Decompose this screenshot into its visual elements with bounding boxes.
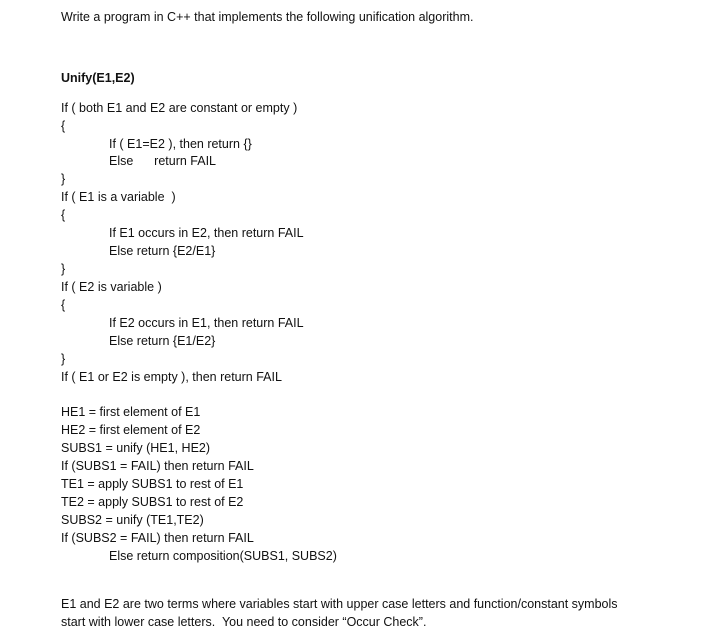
block2-condition: If ( E1 is a variable ) (61, 190, 176, 204)
step-line: SUBS2 = unify (TE1,TE2) (61, 513, 204, 527)
note-line2: start with lower case letters. You need to consider “Occur Check”. (61, 615, 427, 629)
step-line: If (SUBS1 = FAIL) then return FAIL (61, 459, 254, 473)
block2-line2: Else return {E2/E1} (109, 244, 216, 258)
block3-condition: If ( E2 is variable ) (61, 280, 162, 294)
step-line: TE2 = apply SUBS1 to rest of E2 (61, 495, 244, 509)
block3-line2: Else return {E1/E2} (109, 334, 216, 348)
block3-line1: If E2 occurs in E1, then return FAIL (109, 316, 304, 330)
block1-close-brace: } (61, 172, 66, 186)
block1-line2: Else return FAIL (109, 154, 216, 168)
step-line: SUBS1 = unify (HE1, HE2) (61, 441, 211, 455)
step-line: TE1 = apply SUBS1 to rest of E1 (61, 477, 244, 491)
block1-condition: If ( both E1 and E2 are constant or empty ) (61, 101, 298, 115)
block2-open-brace: { (61, 208, 66, 222)
intro-text: Write a program in C++ that implements the following unification algorithm. (61, 10, 474, 24)
step-line: HE2 = first element of E2 (61, 423, 201, 437)
step-line: HE1 = first element of E1 (61, 405, 201, 419)
algorithm-title: Unify(E1,E2) (61, 71, 135, 85)
block2-line1: If E1 occurs in E2, then return FAIL (109, 226, 304, 240)
final-else-line: Else return composition(SUBS1, SUBS2) (109, 549, 337, 563)
note-line1: E1 and E2 are two terms where variables start with upper case letters and function/constant symbols (61, 597, 618, 611)
step-line: If (SUBS2 = FAIL) then return FAIL (61, 531, 254, 545)
block3-close-brace: } (61, 352, 66, 366)
block1-open-brace: { (61, 119, 66, 133)
block3-open-brace: { (61, 298, 66, 312)
block2-close-brace: } (61, 262, 66, 276)
block4-condition: If ( E1 or E2 is empty ), then return FAIL (61, 370, 282, 384)
block1-line1: If ( E1=E2 ), then return {} (109, 137, 252, 151)
